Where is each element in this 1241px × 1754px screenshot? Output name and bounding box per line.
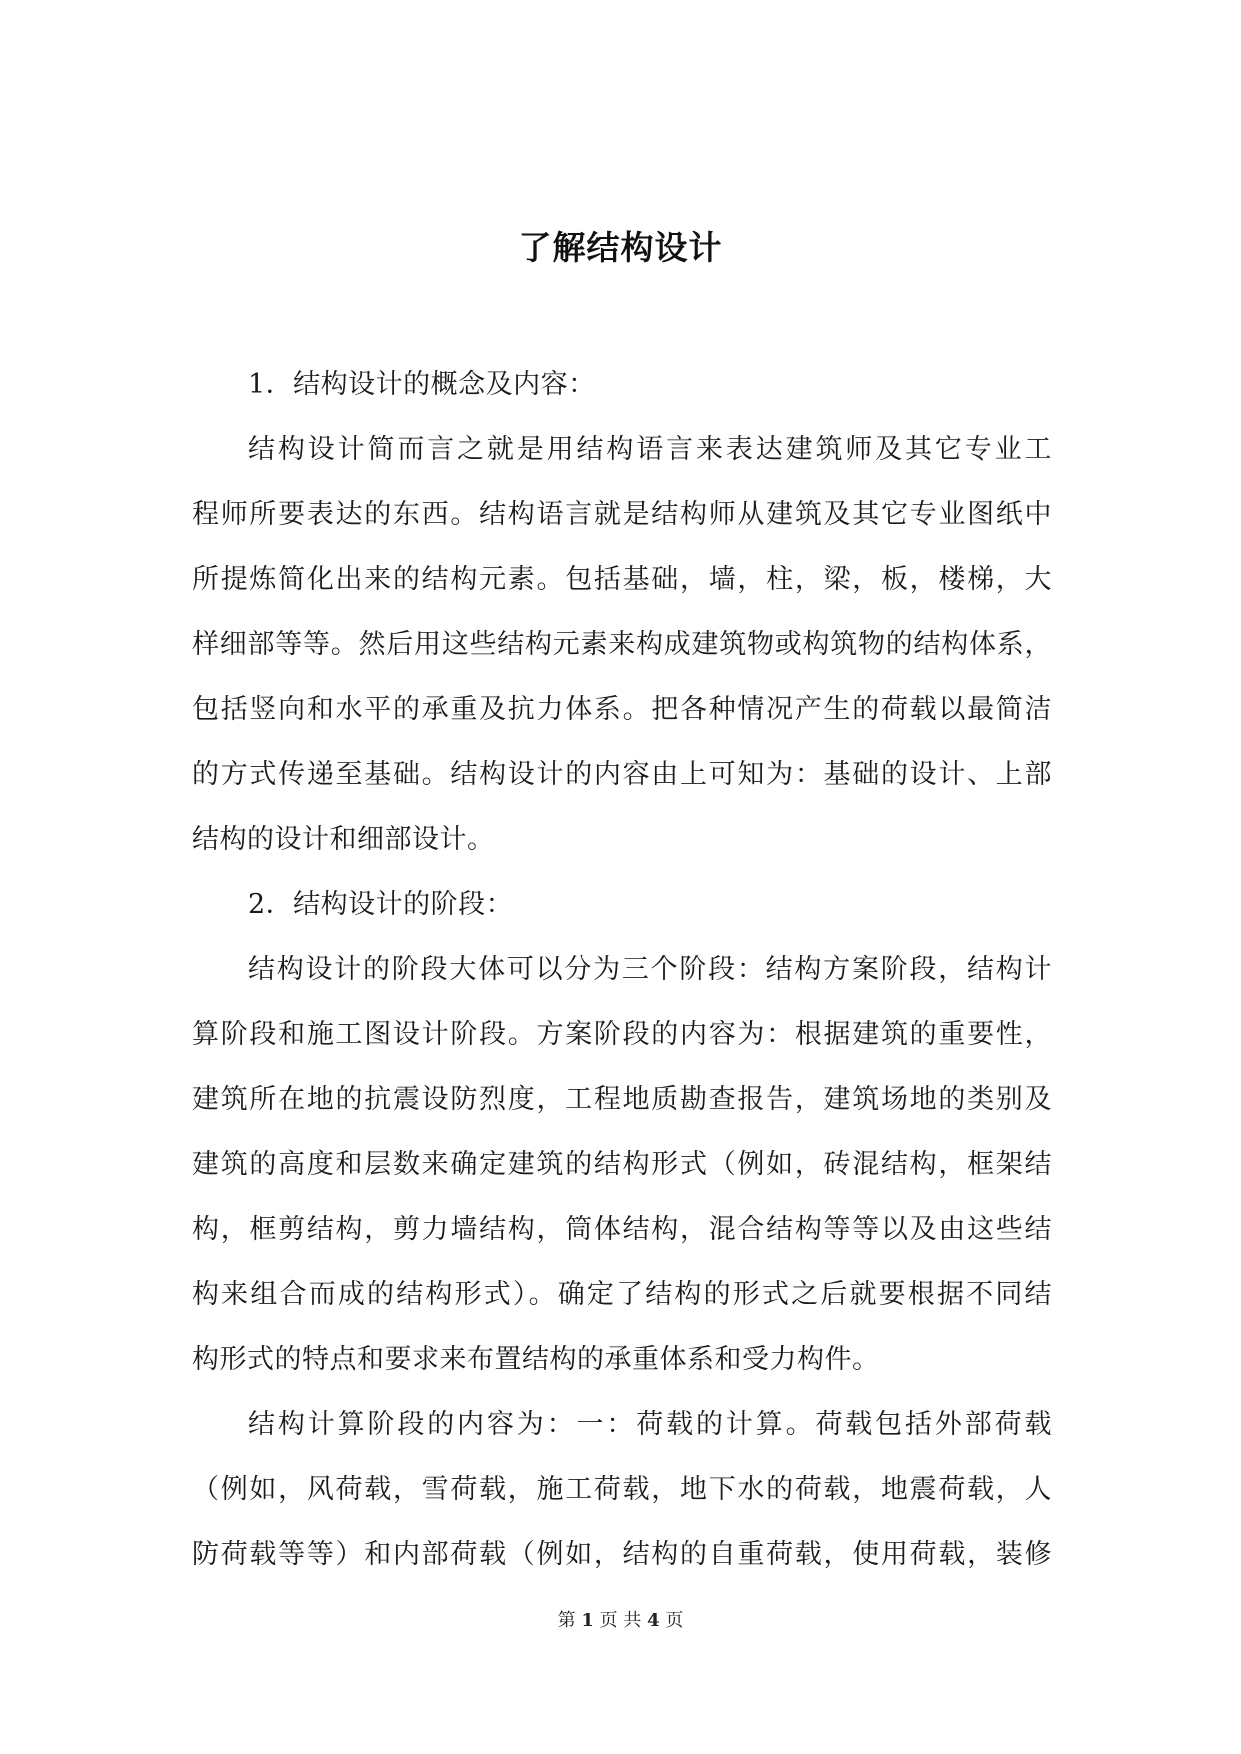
body-line: 结构设计简而言之就是用结构语言来表达建筑师及其它专业工 bbox=[248, 434, 1052, 465]
body-line: 1．结构设计的概念及内容： bbox=[248, 369, 596, 400]
body-line: 的方式传递至基础。结构设计的内容由上可知为：基础的设计、上部 bbox=[192, 759, 1052, 790]
body-line: 算阶段和施工图设计阶段。方案阶段的内容为：根据建筑的重要性， bbox=[192, 1019, 1052, 1050]
body-line: 构来组合而成的结构形式）。确定了结构的形式之后就要根据不同结 bbox=[192, 1279, 1052, 1310]
body-line: 包括竖向和水平的承重及抗力体系。把各种情况产生的荷载以最简洁 bbox=[192, 694, 1052, 725]
document-title: 了解结构设计 bbox=[518, 228, 723, 267]
body-line: 所提炼简化出来的结构元素。包括基础，墙，柱，梁，板，楼梯，大 bbox=[192, 564, 1052, 595]
footer-total-pages: 4 bbox=[647, 1610, 660, 1631]
body-line: 程师所要表达的东西。结构语言就是结构师从建筑及其它专业图纸中 bbox=[192, 499, 1052, 530]
footer-middle: 页 共 bbox=[599, 1610, 642, 1631]
body-line: 结构计算阶段的内容为：一：荷载的计算。荷载包括外部荷载 bbox=[248, 1409, 1052, 1440]
body-line: 构形式的特点和要求来布置结构的承重体系和受力构件。 bbox=[192, 1344, 880, 1375]
footer-current-page: 1 bbox=[581, 1610, 594, 1631]
body-line: 2．结构设计的阶段： bbox=[248, 889, 514, 920]
body-line: 建筑所在地的抗震设防烈度，工程地质勘查报告，建筑场地的类别及 bbox=[192, 1084, 1052, 1115]
page-footer bbox=[0, 1606, 1241, 1632]
body-line: 样细部等等。然后用这些结构元素来构成建筑物或构筑物的结构体系， bbox=[192, 629, 1052, 660]
footer-suffix: 页 bbox=[665, 1610, 684, 1631]
body-line: 构，框剪结构，剪力墙结构，筒体结构，混合结构等等以及由这些结 bbox=[192, 1214, 1052, 1245]
body-line: （例如，风荷载，雪荷载，施工荷载，地下水的荷载，地震荷载，人 bbox=[192, 1474, 1052, 1505]
document-body bbox=[192, 352, 1052, 1587]
body-line: 建筑的高度和层数来确定建筑的结构形式（例如，砖混结构，框架结 bbox=[192, 1149, 1052, 1180]
body-line: 结构的设计和细部设计。 bbox=[192, 824, 495, 855]
footer-prefix: 第 bbox=[557, 1610, 576, 1631]
body-line: 结构设计的阶段大体可以分为三个阶段：结构方案阶段，结构计 bbox=[248, 954, 1052, 985]
body-line: 防荷载等等）和内部荷载（例如，结构的自重荷载，使用荷载，装修 bbox=[192, 1539, 1052, 1570]
